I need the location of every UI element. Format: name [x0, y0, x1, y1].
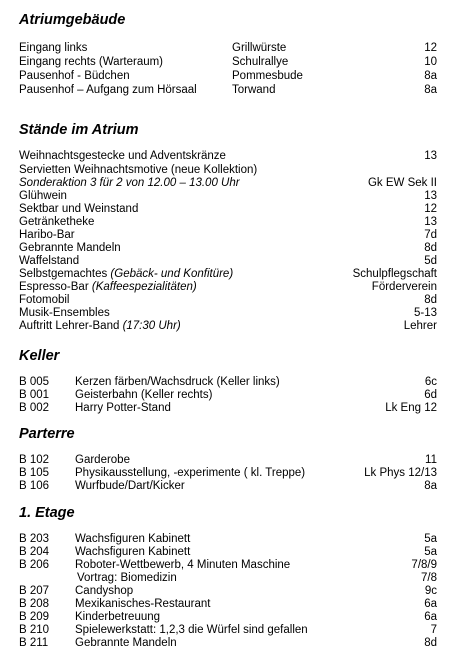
class-label: 8a: [424, 70, 437, 82]
activity-label: Geisterbahn (Keller rechts): [75, 389, 213, 401]
room-number: B 105: [19, 467, 50, 479]
list-item: [19, 307, 437, 320]
activity-label: Gebrannte Mandeln: [75, 637, 177, 649]
table-row: [19, 585, 437, 598]
activity-label: Wachsfiguren Kabinett: [75, 533, 191, 545]
activity-label: Spielewerkstatt: 1,2,3 die Würfel sind gefallen: [75, 624, 308, 636]
class-label: 7d: [424, 229, 437, 241]
list-item: [19, 229, 437, 242]
special-offer-label: Sonderaktion 3 für 2 von 12.00 – 13.00 Uhr: [19, 177, 240, 189]
class-label: Lk Eng 12: [385, 402, 437, 414]
table-row: [19, 533, 437, 546]
table-row: [19, 480, 437, 493]
stand-note: (17:30 Uhr): [122, 320, 181, 332]
class-label: Gk EW Sek II: [367, 177, 437, 189]
table-row: [19, 572, 437, 585]
class-label: 11: [425, 454, 437, 466]
class-label: 6d: [424, 389, 437, 401]
room-number: B 208: [19, 598, 50, 610]
class-label: 5d: [424, 255, 437, 267]
table-row: [19, 559, 437, 572]
table-row: [19, 624, 437, 637]
activity-label: Roboter-Wettbewerb, 4 Minuten Maschine: [75, 559, 291, 571]
class-label: 8d: [424, 294, 437, 306]
list-item: [19, 150, 437, 163]
stand-label: Haribo-Bar: [19, 229, 75, 241]
activity-label: Kerzen färben/Wachsdruck (Keller links): [75, 376, 280, 388]
room-number: B 002: [19, 402, 50, 414]
stand-label: Auftritt Lehrer-Band: [19, 320, 123, 332]
table-row: [19, 454, 437, 467]
list-item: [19, 255, 437, 268]
class-label: 13: [424, 150, 437, 162]
stand-label: Musik-Ensembles: [19, 307, 110, 319]
activity-label: Wurfbude/Dart/Kicker: [75, 480, 185, 492]
activity-label: Harry Potter-Stand: [75, 402, 171, 414]
stand-label: Weihnachtsgestecke und Adventskränze: [19, 150, 226, 162]
class-label: 12: [424, 203, 437, 215]
class-label: 8a: [424, 480, 437, 492]
place-label: Pausenhof - Büdchen: [19, 70, 130, 82]
class-label: 7/8/9: [411, 559, 437, 571]
list-item: [19, 177, 437, 190]
stand-label: Glühwein: [19, 190, 67, 202]
stand-note: (Kaffeespezialitäten): [91, 281, 197, 293]
table-row: [19, 376, 437, 389]
class-label: 6a: [424, 611, 437, 623]
room-number: B 005: [19, 376, 50, 388]
stand-label: Waffelstand: [19, 255, 80, 267]
room-number: B 211: [19, 637, 49, 649]
activity-label: Mexikanisches-Restaurant: [75, 598, 211, 610]
stand-label: Espresso-Bar: [19, 281, 92, 293]
activity-label: Grillwürste: [232, 42, 287, 54]
class-label: 5a: [424, 546, 437, 558]
class-label: Förderverein: [371, 281, 437, 293]
place-label: Eingang links: [19, 42, 88, 54]
list-item: [19, 268, 437, 281]
list-item: [19, 42, 437, 55]
section-heading-atrium: Atriumgebäude: [19, 12, 126, 28]
list-item: [19, 242, 437, 255]
class-label: 10: [424, 56, 437, 68]
list-item: [19, 216, 437, 229]
stand-label: Gebrannte Mandeln: [19, 242, 121, 254]
list-item: [19, 56, 437, 69]
activity-label: Pommesbude: [232, 70, 303, 82]
class-label: 13: [424, 216, 437, 228]
table-row: [19, 467, 437, 480]
room-number: B 001: [19, 389, 50, 401]
class-label: Schulpflegschaft: [352, 268, 437, 280]
class-label: 5-13: [413, 307, 437, 319]
room-number: B 206: [19, 559, 50, 571]
class-label: 8d: [424, 242, 437, 254]
list-item: [19, 294, 437, 307]
stand-label: Fotomobil: [19, 294, 70, 306]
room-number: B 203: [19, 533, 50, 545]
table-row: [19, 598, 437, 611]
activity-label: Vortrag: Biomedizin: [77, 572, 177, 584]
class-label: Lk Phys 12/13: [364, 467, 437, 479]
stand-label: Servietten Weihnachtsmotive (neue Kollektion): [19, 164, 258, 176]
list-item: [19, 203, 437, 216]
activity-label: Torwand: [232, 84, 276, 96]
room-number: B 209: [19, 611, 50, 623]
list-item: [19, 190, 437, 203]
activity-label: Wachsfiguren Kabinett: [75, 546, 191, 558]
stand-label: Selbstgemachtes: [19, 268, 111, 280]
section-heading-keller: Keller: [19, 348, 60, 364]
class-label: 8d: [424, 637, 437, 649]
table-row: [19, 546, 437, 559]
activity-label: Kinderbetreuung: [75, 611, 161, 623]
list-item: [19, 320, 437, 333]
list-item: [19, 70, 437, 83]
table-row: [19, 402, 437, 415]
table-row: [19, 389, 437, 402]
stand-note: (Gebäck- und Konfitüre): [110, 268, 234, 280]
class-label: 9c: [424, 585, 437, 597]
place-label: Pausenhof – Aufgang zum Hörsaal: [19, 84, 197, 96]
class-label: 7/8: [421, 572, 437, 584]
stand-label: Getränketheke: [19, 216, 95, 228]
class-label: 13: [424, 190, 437, 202]
room-number: B 106: [19, 480, 50, 492]
activity-label: Schulrallye: [232, 56, 289, 68]
activity-label: Candyshop: [75, 585, 134, 597]
room-number: B 207: [19, 585, 50, 597]
class-label: 6a: [424, 598, 437, 610]
activity-label: Garderobe: [75, 454, 130, 466]
class-label: 6c: [424, 376, 437, 388]
table-row: [19, 611, 437, 624]
table-row: [19, 637, 437, 650]
class-label: 5a: [424, 533, 437, 545]
list-item: [19, 84, 437, 97]
room-number: B 204: [19, 546, 50, 558]
room-number: B 102: [19, 454, 50, 466]
class-label: 8a: [424, 84, 437, 96]
list-item: [19, 281, 437, 294]
section-heading-etage1: 1. Etage: [19, 505, 75, 521]
class-label: 7: [430, 624, 437, 636]
section-heading-parterre: Parterre: [19, 426, 75, 442]
place-label: Eingang rechts (Warteraum): [19, 56, 164, 68]
activity-label: Physikausstellung, -experimente ( kl. Treppe): [75, 467, 306, 479]
class-label: Lehrer: [403, 320, 437, 332]
section-heading-staende: Stände im Atrium: [19, 122, 139, 138]
list-item: [19, 164, 437, 177]
room-number: B 210: [19, 624, 50, 636]
stand-label: Sektbar und Weinstand: [19, 203, 139, 215]
class-label: 12: [424, 42, 437, 54]
